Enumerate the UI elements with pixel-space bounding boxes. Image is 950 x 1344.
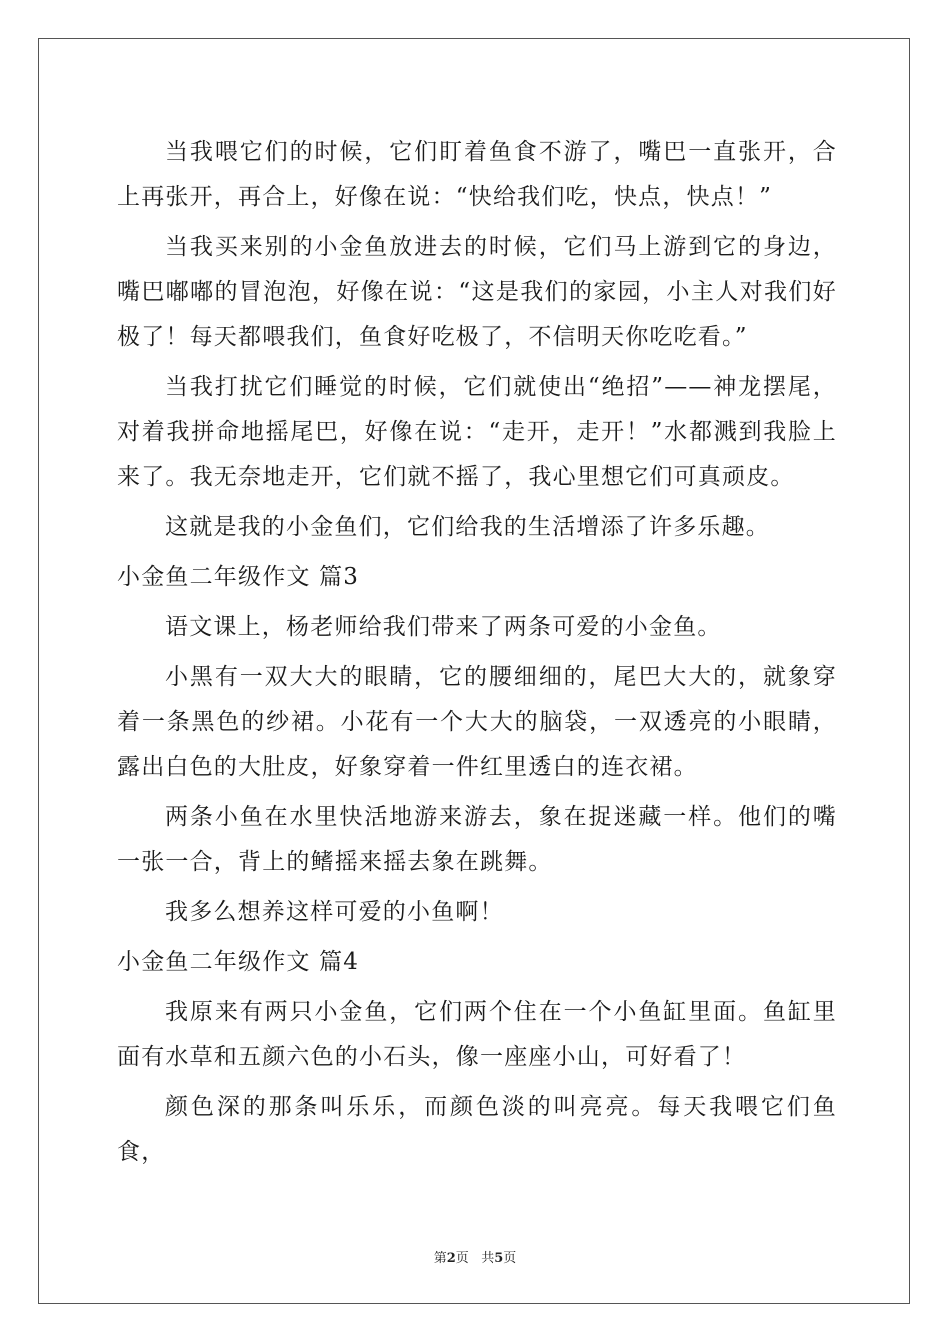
page-footer bbox=[0, 1247, 950, 1266]
page-number: 2 bbox=[446, 1251, 456, 1266]
paragraph: 两条小鱼在水里快活地游来游去，象在捉迷藏一样。他们的嘴一张一合，背上的鳍摇来摇去象在跳舞。 bbox=[117, 804, 837, 875]
paragraph: 当我买来别的小金鱼放进去的时候，它们马上游到它的身边，嘴巴嘟嘟的冒泡泡，好像在说：“这是我们的家园，小主人对我们好极了！每天都喂我们，鱼食好吃极了，不信明天你吃吃看。” bbox=[117, 234, 837, 350]
total-pages: 5 bbox=[494, 1251, 504, 1266]
paragraph: 这就是我的小金鱼们，它们给我的生活增添了许多乐趣。 bbox=[165, 514, 770, 540]
paragraph: 我原来有两只小金鱼，它们两个住在一个小鱼缸里面。鱼缸里面有水草和五颜六色的小石头，像一座座小山，可好看了！ bbox=[117, 999, 837, 1070]
page-prefix: 第 bbox=[433, 1251, 447, 1266]
section-heading: 小金鱼二年级作文 篇4 bbox=[117, 949, 360, 975]
paragraph: 小黑有一双大大的眼睛，它的腰细细的，尾巴大大的，就象穿着一条黑色的纱裙。小花有一个大大的脑袋，一双透亮的小眼睛，露出白色的大肚皮，好象穿着一件红里透白的连衣裙。 bbox=[117, 664, 837, 780]
page-suffix: 页 bbox=[455, 1251, 469, 1266]
total-prefix: 共 bbox=[481, 1251, 495, 1266]
document-body bbox=[117, 130, 837, 1180]
paragraph: 当我喂它们的时候，它们盯着鱼食不游了，嘴巴一直张开，合上再张开，再合上，好像在说：“快给我们吃，快点，快点！” bbox=[117, 139, 837, 210]
paragraph: 我多么想养这样可爱的小鱼啊！ bbox=[165, 899, 504, 925]
total-suffix: 页 bbox=[503, 1251, 517, 1266]
section-heading: 小金鱼二年级作文 篇3 bbox=[117, 564, 360, 590]
paragraph: 语文课上，杨老师给我们带来了两条可爱的小金鱼。 bbox=[165, 614, 722, 640]
paragraph: 当我打扰它们睡觉的时候，它们就使出“绝招”——神龙摆尾，对着我拼命地摇尾巴，好像在说：“走开，走开！”水都溅到我脸上来了。我无奈地走开，它们就不摇了，我心里想它们可真顽皮。 bbox=[117, 374, 837, 490]
paragraph: 颜色深的那条叫乐乐，而颜色淡的叫亮亮。每天我喂它们鱼食， bbox=[117, 1094, 837, 1165]
